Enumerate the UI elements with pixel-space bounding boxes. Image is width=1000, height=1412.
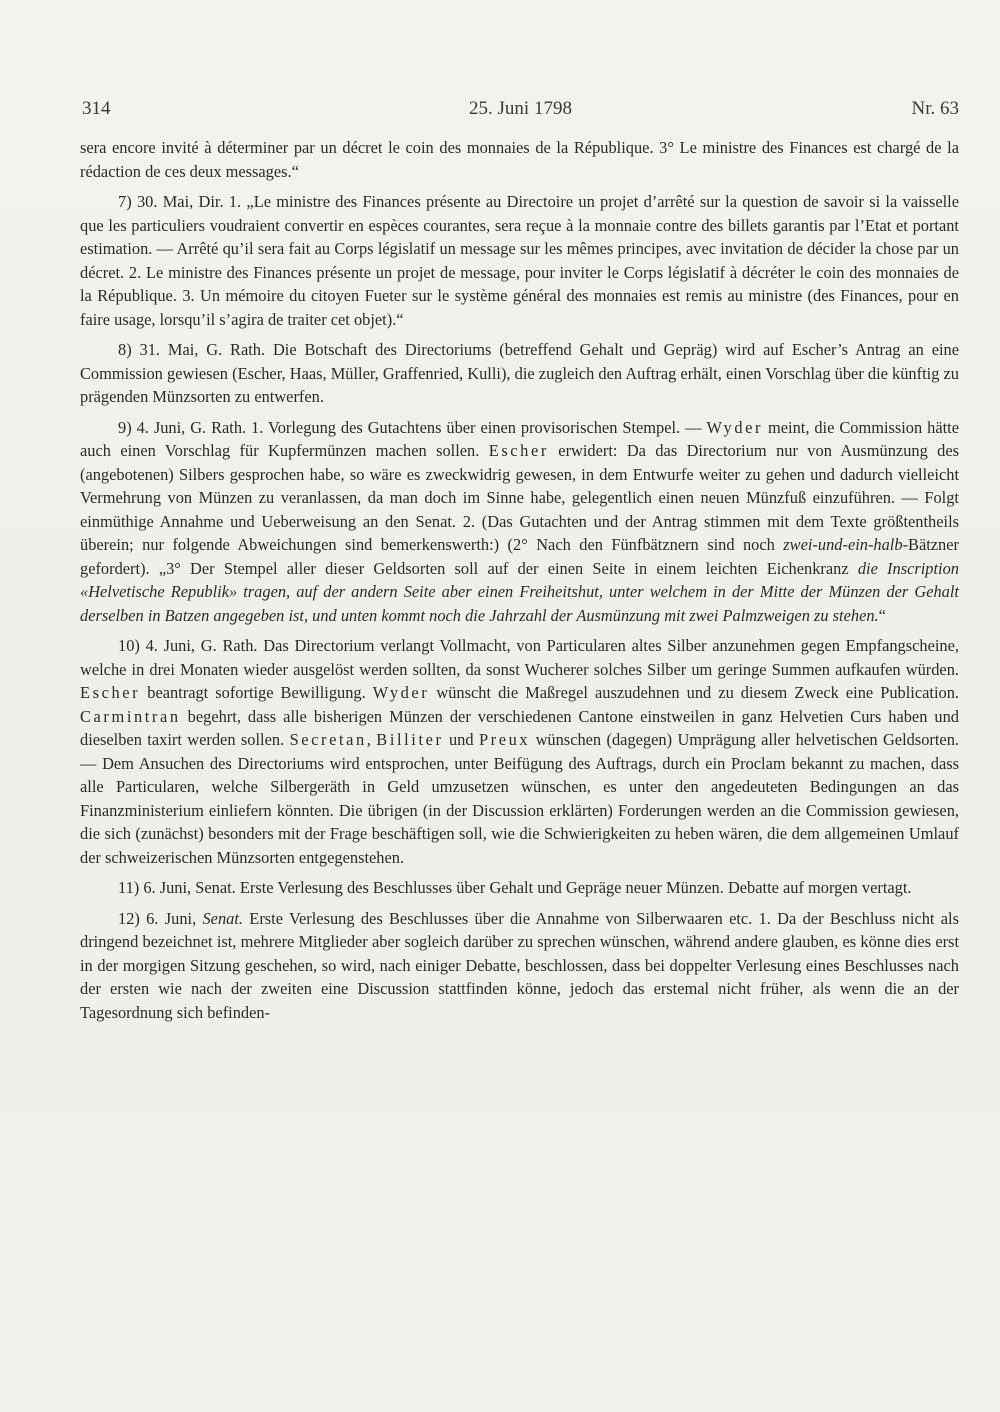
paragraph-text: meint, die Commission hätte auch einen Vorschlag für Kupfermünzen machen sollen.: [80, 417, 959, 460]
paragraph-text: -Bätzner gefordert). „3° Der Stempel aller dieser Geldsorten soll auf der einen Seite in einem leichten Eichenkranz: [80, 535, 959, 578]
paragraph-entry-8: [80, 338, 959, 409]
paragraph-entry-11: [80, 876, 959, 900]
paragraph-entry-9: [80, 416, 959, 628]
paragraph-text: begehrt, dass alle bisherigen Münzen der verschiedenen Cantone einstweilen in ganz Helvetien Curs haben und dieselben taxirt werden sollen.: [80, 706, 959, 749]
speaker-name: Carmintran: [80, 706, 181, 726]
paragraph-text: 8) 31. Mai, G. Rath. Die Botschaft des Directoriums (betreffend Gehalt und Gepräg) wird auf Escher’s Antrag an eine Commission gewiesen (Escher, Haas, Müller, Graffenried, Kulli), die zugleich den Auftrag erhält, einen Vorschlag über die künftig zu prägenden Münzsorten zu entwerfen.: [80, 340, 959, 406]
speaker-name: Wyder: [706, 417, 764, 437]
document-body: [80, 136, 959, 1031]
page-number: 314: [82, 98, 111, 119]
paragraph-text: 7) 30. Mai, Dir. 1. „Le ministre des Finances présente au Directoire un projet d’arrêté sur la question de savoir si la vaisselle que les particuliers voudraient convertir en espèces courantes, sera reçue à la monnaie contre des billets garantis par l’Etat et portant estimation. — Arrêté qu’il sera fait au Corps législatif un message sur les mêmes principes, avec invitation de décider la chose par un décret. 2. Le ministre des Finances présente un projet de message, pour inviter le Corps législatif à décréter le coin des monnaies de la République. 3. Un mémoire du citoyen Fueter sur le système général des monnaies est remis au ministre (des Finances, pour en faire usage, lorsqu’il s’agira de traiter cet objet).“: [80, 192, 959, 329]
speaker-name: Wyder: [372, 683, 430, 702]
speaker-name: Escher: [488, 441, 549, 460]
paragraph-entry-10: [80, 634, 959, 869]
paragraph-entry-7: [80, 190, 959, 331]
speaker-name: Secretan: [289, 730, 367, 749]
speaker-name: Preux: [478, 730, 531, 749]
document-number: Nr. 63: [911, 98, 959, 119]
paragraph-text: 12) 6. Juni,: [118, 908, 203, 928]
paragraph-text: wünscht die Maßregel auszudehnen und zu diesem Zweck eine Publication.: [429, 683, 959, 702]
paragraph-text: 11) 6. Juni, Senat. Erste Verlesung des Beschlusses über Gehalt und Gepräge neuer Münzen. Debatte auf morgen vertagt.: [118, 878, 912, 897]
italic-text: zwei-und-ein-halb: [783, 535, 903, 554]
paragraph-text: beantragt sofortige Bewilligung.: [140, 683, 373, 702]
speaker-name: Escher: [80, 683, 141, 702]
paragraph-text: erwidert: Da das Directorium nur von Ausmünzung des (angebotenen) Silbers gesprochen habe, so wäre es zweckwidrig gewesen, in dem Entwurfe weiter zu gehen und dadurch vielleicht Vermehrung von Münzen zu veranlassen, da man doch im Sinne habe, gelegentlich einen neuen Münzfuß einzuführen. — Folgt einmüthige Annahme und Ueberweisung an den Senat. 2. (Das Gutachten und der Antrag stimmen mit dem Texte größtentheils überein; nur folgende Abweichungen sind bemerkenswerth:) (2° Nach den Fünfbätznern sind noch: [80, 441, 960, 554]
italic-text: Senat.: [202, 908, 243, 928]
page-header: [82, 98, 959, 122]
paragraph-text: sera encore invité à déterminer par un décret le coin des monnaies de la République. 3° Le ministre des Finances est chargé de la rédaction de ces deux messages.“: [80, 138, 959, 181]
paragraph-text: 10) 4. Juni, G. Rath. Das Directorium verlangt Vollmacht, von Particularen altes Silber anzunehmen gegen Empfangscheine, welche in drei Monaten wieder ausgelöst werden sollten, da sonst Wucherer solches Silber um geringe Summen aufkaufen würden.: [80, 636, 959, 679]
paragraph-text: Erste Verlesung des Beschlusses über die Annahme von Silberwaaren etc. 1. Da der Beschluss nicht als dringend bezeichnet ist, mehrere Mitglieder aber sogleich darüber zu sprechen wünschen, während andere glauben, es könne dies erst in der morgigen Sitzung geschehen, so wird, nach einiger Debatte, beschlossen, dass bei doppelter Verlesung eines Beschlusses nach der ersten wie nach der zweiten eine Discussion stattfinden könne, jedoch das erstemal nicht früher, als wenn die an der Tagesordnung sich befinden-: [80, 908, 959, 1022]
speaker-name: Billiter: [376, 730, 444, 749]
paragraph-text: und: [443, 730, 479, 749]
paragraph-text: wünschen (dagegen) Umprägung aller helvetischen Geldsorten. — Dem Ansuchen des Directoriums wird entsprochen, unter Beifügung des Auftrags, durch ein Proclam bekannt zu machen, dass alle Particularen, welche Silbergeräth in Geld umzusetzen wünschen, es unter den angedeuteten Bedingungen an das Finanzministerium einliefern könnten. Die übrigen (in der Discussion erklärten) Forderungen werden an die Commission gewiesen, die sich (zunächst) besonders mit der Frage beschäftigen soll, wie die Schwierigkeiten zu heben wären, die dem allgemeinen Umlauf der schweizerischen Münzsorten entgegenstehen.: [80, 730, 959, 867]
paragraph-entry-12: [80, 907, 959, 1025]
italic-quote: die Inscription «Helvetische Republik» tragen, auf der andern Seite aber einen Freiheitshut, unter welchem in der Mitte der Münzen der Gehalt derselben in Batzen angegeben ist, und unten kommt noch die Jahrzahl der Ausmünzung mit zwei Palmzweigen zu stehen.: [80, 558, 959, 625]
paragraph-text: “: [878, 605, 886, 625]
paragraph-text: ,: [366, 730, 377, 749]
header-date: 25. Juni 1798: [469, 98, 572, 119]
paragraph-text: 9) 4. Juni, G. Rath. 1. Vorlegung des Gutachtens über einen provisorischen Stempel. —: [118, 417, 707, 437]
paragraph-continuation: [80, 136, 959, 183]
